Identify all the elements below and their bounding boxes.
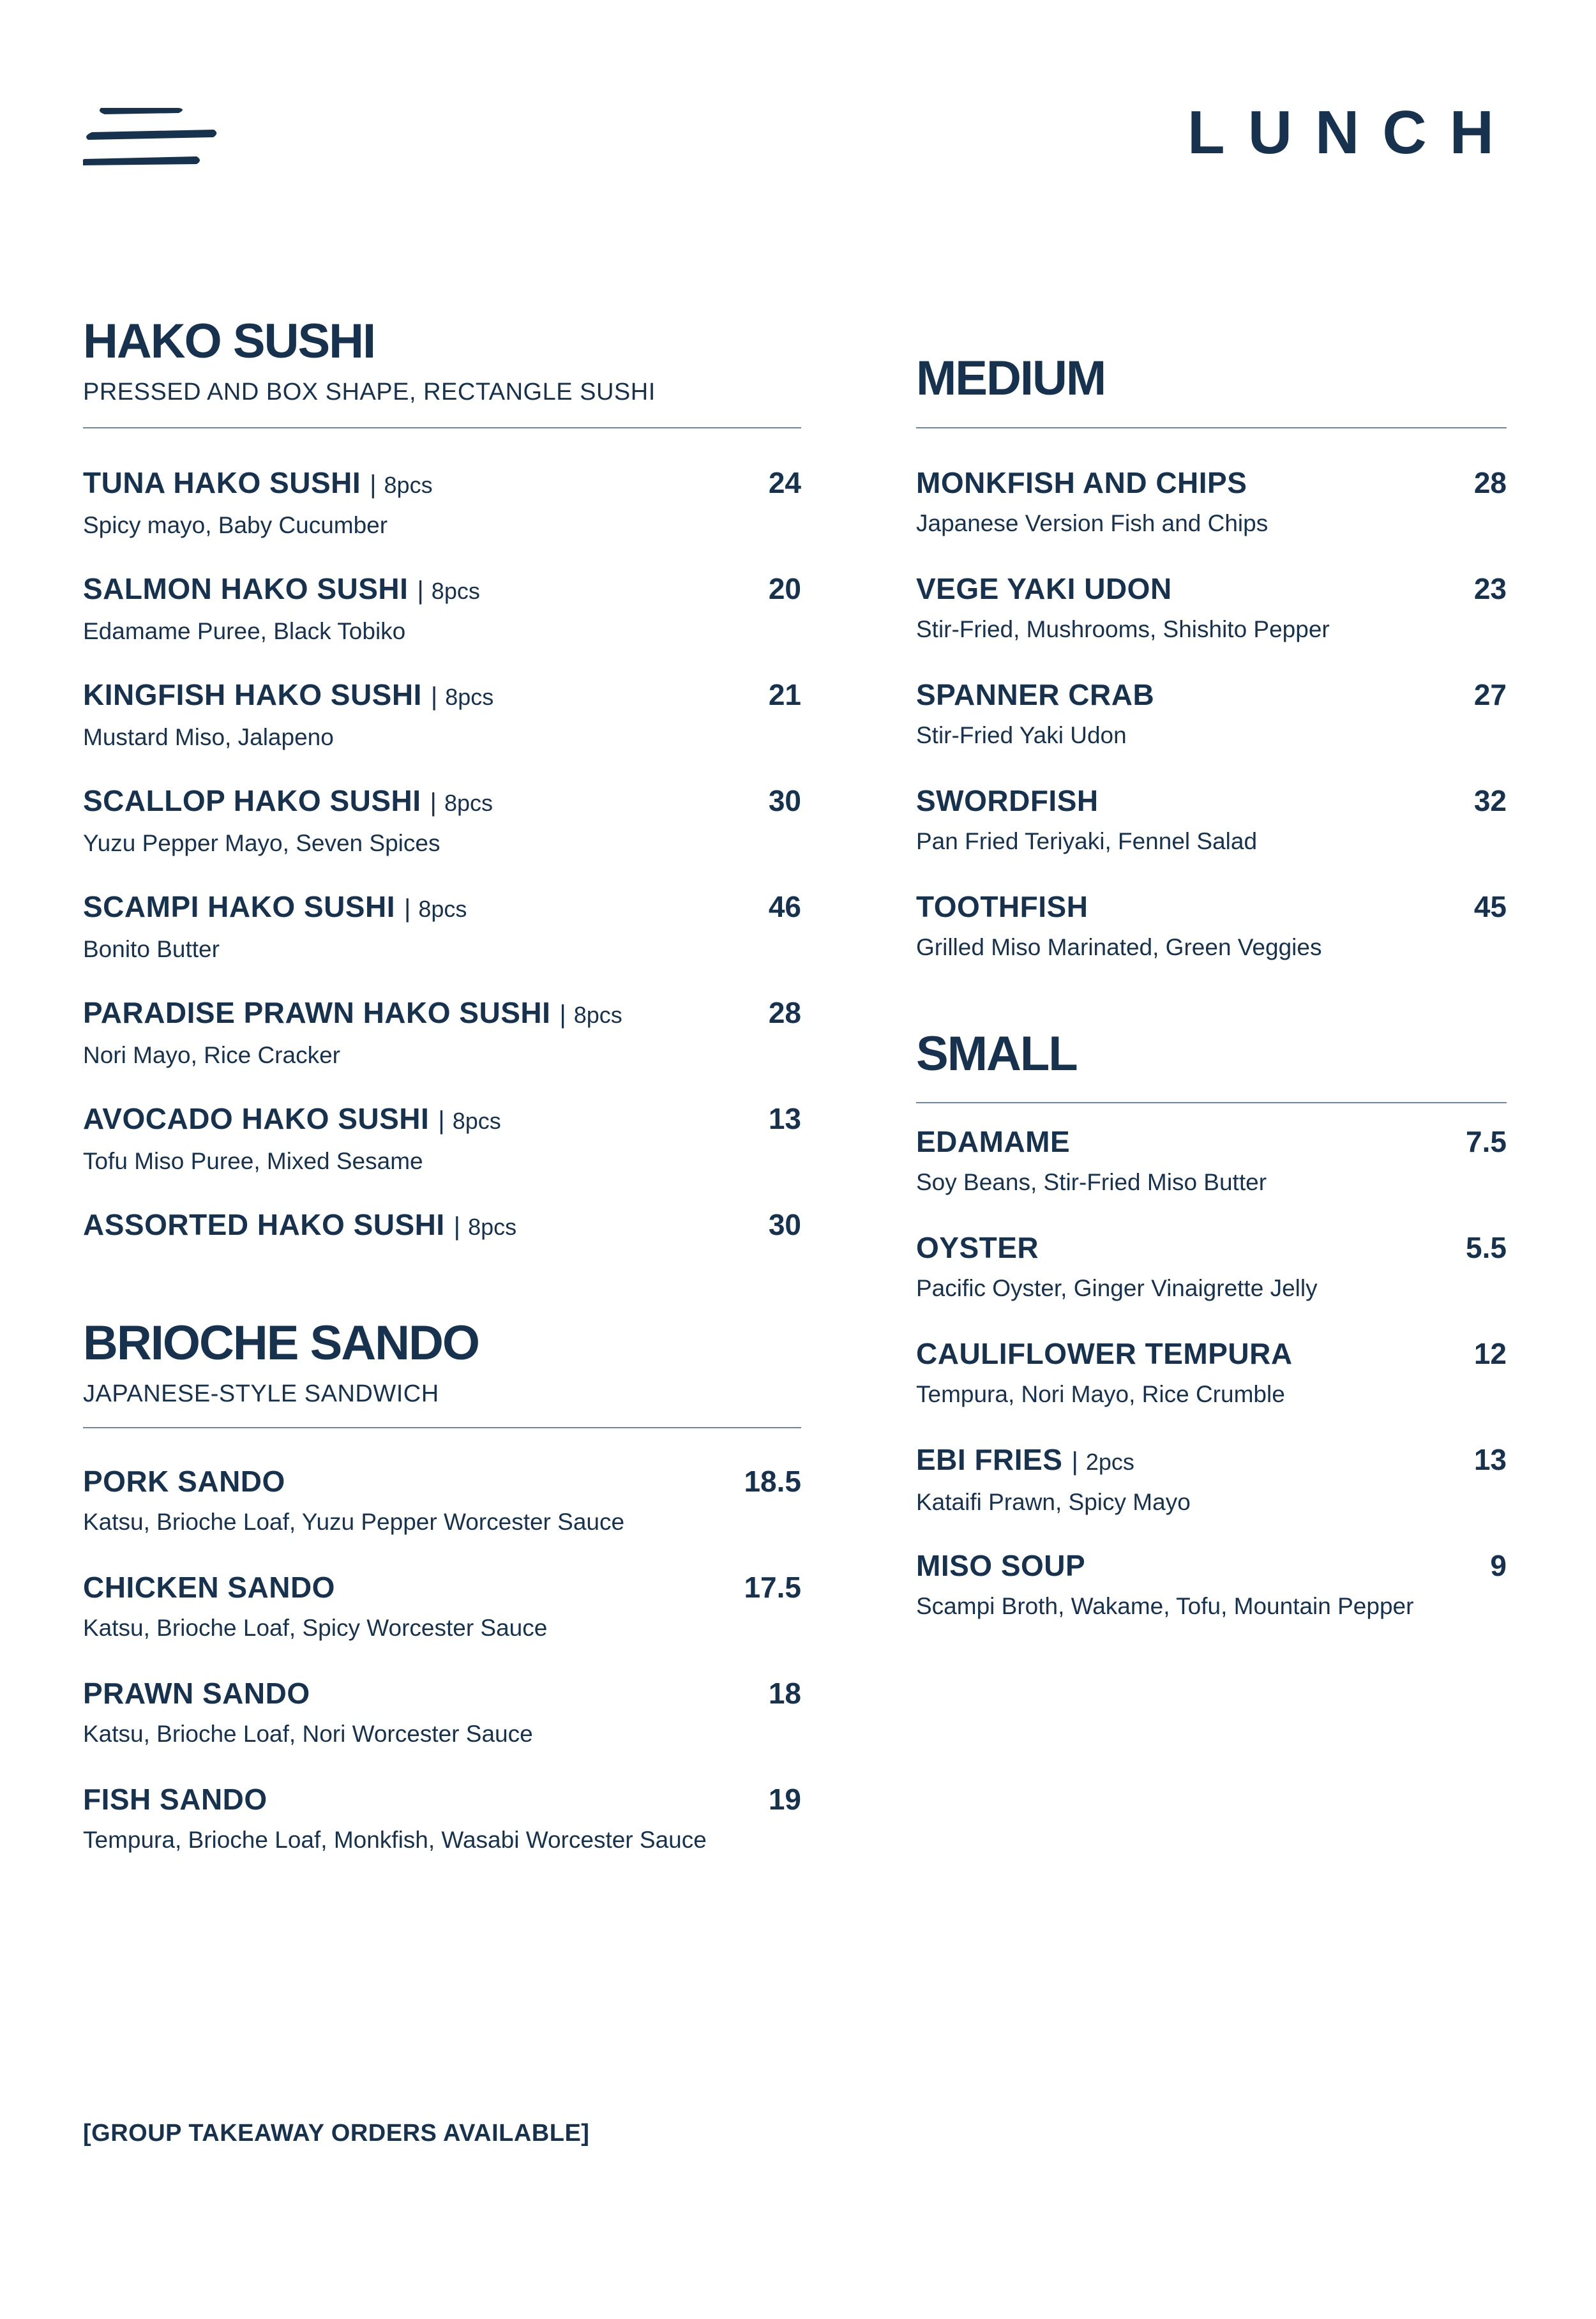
menu-item-name: TUNA HAKO SUSHI xyxy=(83,466,361,499)
menu-item-quantity: 8pcs xyxy=(384,472,433,498)
menu-item-quantity: 8pcs xyxy=(431,578,480,604)
page-title: LUNCH xyxy=(1187,98,1517,167)
menu-item-price: 17.5 xyxy=(744,1571,801,1604)
section-header-medium xyxy=(916,351,1507,405)
menu-item xyxy=(83,892,801,998)
menu-item-title xyxy=(83,1785,267,1814)
menu-item-name: SALMON HAKO SUSHI xyxy=(83,572,409,605)
menu-item-name: SCALLOP HAKO SUSHI xyxy=(83,784,421,817)
menu-item-name: AVOCADO HAKO SUSHI xyxy=(83,1102,430,1135)
menu-item xyxy=(916,468,1507,574)
section-header-small xyxy=(916,1027,1507,1081)
menu-item xyxy=(83,1210,801,1316)
menu-item-separator: | xyxy=(370,471,377,499)
menu-item-row xyxy=(916,574,1507,603)
menu-item-price: 30 xyxy=(768,1208,801,1241)
menu-item-separator: | xyxy=(417,577,424,605)
menu-item-name: MISO SOUP xyxy=(916,1549,1086,1582)
menu-item-row xyxy=(83,468,801,499)
menu-item-price: 46 xyxy=(768,890,801,923)
menu-item-description: Pan Fried Teriyaki, Fennel Salad xyxy=(916,828,1258,854)
menu-item-name: FISH SANDO xyxy=(83,1783,267,1816)
footer-note: [GROUP TAKEAWAY ORDERS AVAILABLE] xyxy=(83,2120,590,2147)
menu-item xyxy=(83,1785,801,1891)
menu-item-row xyxy=(916,680,1507,709)
menu-item-description: Katsu, Brioche Loaf, Nori Worcester Sauce xyxy=(83,1721,533,1747)
menu-item-title xyxy=(83,892,467,923)
menu-item xyxy=(83,468,801,574)
menu-item-row xyxy=(916,1551,1507,1580)
menu-item-name: TOOTHFISH xyxy=(916,890,1088,923)
menu-item-row xyxy=(83,1104,801,1135)
menu-item-separator: | xyxy=(453,1212,461,1241)
menu-item-name: SCAMPI HAKO SUSHI xyxy=(83,890,395,923)
menu-item-price: 19 xyxy=(768,1783,801,1816)
section-header-hako-sushi xyxy=(83,314,801,405)
menu-item-row xyxy=(83,1679,801,1708)
menu-item-name: SPANNER CRAB xyxy=(916,678,1155,711)
menu-item-row xyxy=(916,1445,1507,1476)
menu-item xyxy=(916,574,1507,680)
menu-item-separator: | xyxy=(438,1107,445,1135)
menu-item xyxy=(83,680,801,786)
menu-item-price: 45 xyxy=(1473,890,1507,923)
menu-item-description: Tempura, Brioche Loaf, Monkfish, Wasabi Worcester Sauce xyxy=(83,1827,707,1853)
menu-item-title xyxy=(916,1339,1293,1368)
menu-item-row xyxy=(83,786,801,817)
menu-item-price: 27 xyxy=(1473,678,1507,711)
menu-item-separator: | xyxy=(430,789,437,817)
menu-item-title xyxy=(83,786,493,817)
menu-item-name: PORK SANDO xyxy=(83,1465,285,1498)
menu-item-title xyxy=(83,680,493,711)
menu-item-description: Yuzu Pepper Mayo, Seven Spices xyxy=(83,830,440,856)
menu-item-quantity: 8pcs xyxy=(573,1002,622,1028)
menu-item-row xyxy=(83,574,801,605)
divider xyxy=(83,1427,801,1428)
menu-item xyxy=(83,1467,801,1573)
menu-item-price: 20 xyxy=(768,572,801,605)
menu-item-row xyxy=(83,892,801,923)
section-subtitle: JAPANESE-STYLE SANDWICH xyxy=(83,1380,439,1407)
menu-item-name: EBI FRIES xyxy=(916,1443,1063,1476)
menu-item-price: 18.5 xyxy=(744,1465,801,1498)
menu-item-separator: | xyxy=(1071,1447,1078,1476)
menu-item xyxy=(83,1104,801,1210)
menu-item-row xyxy=(83,1210,801,1241)
section-header-brioche-sando xyxy=(83,1316,801,1407)
menu-item-title xyxy=(83,998,622,1029)
menu-item-name: CHICKEN SANDO xyxy=(83,1571,335,1604)
menu-item xyxy=(916,1445,1507,1551)
menu-item-title xyxy=(916,1445,1134,1476)
menu-item-description: Edamame Puree, Black Tobiko xyxy=(83,618,406,644)
menu-item-row xyxy=(916,468,1507,497)
menu-item-row xyxy=(83,680,801,711)
menu-item-quantity: 2pcs xyxy=(1085,1449,1134,1475)
menu-item-title xyxy=(916,574,1172,603)
menu-item-title xyxy=(916,786,1099,815)
menu-item-title xyxy=(916,892,1088,921)
menu-item-title xyxy=(83,1573,335,1602)
menu-item-description: Kataifi Prawn, Spicy Mayo xyxy=(916,1489,1191,1515)
menu-item-description: Katsu, Brioche Loaf, Spicy Worcester Sauce xyxy=(83,1615,548,1641)
menu-item-title xyxy=(83,574,480,605)
section-title: MEDIUM xyxy=(916,351,1106,405)
menu-item-price: 12 xyxy=(1473,1337,1507,1370)
menu-item-quantity: 8pcs xyxy=(452,1108,501,1134)
menu-item-title xyxy=(916,468,1247,497)
menu-item xyxy=(916,1127,1507,1233)
menu-item-name: CAULIFLOWER TEMPURA xyxy=(916,1337,1293,1370)
menu-item-price: 5.5 xyxy=(1466,1231,1507,1264)
menu-item xyxy=(916,1339,1507,1445)
menu-item-name: VEGE YAKI UDON xyxy=(916,572,1172,605)
menu-item-row xyxy=(916,1339,1507,1368)
menu-item xyxy=(83,998,801,1104)
menu-item-description: Pacific Oyster, Ginger Vinaigrette Jelly xyxy=(916,1275,1318,1301)
menu-item-description: Katsu, Brioche Loaf, Yuzu Pepper Worcester Sauce xyxy=(83,1509,625,1535)
menu-item-quantity: 8pcs xyxy=(418,896,467,922)
menu-item-price: 23 xyxy=(1473,572,1507,605)
menu-item-description: Tempura, Nori Mayo, Rice Crumble xyxy=(916,1381,1285,1407)
menu-item-title xyxy=(83,1679,310,1708)
divider xyxy=(916,1102,1507,1103)
section-subtitle: PRESSED AND BOX SHAPE, RECTANGLE SUSHI xyxy=(83,379,656,405)
divider xyxy=(83,427,801,428)
menu-item-quantity: 8pcs xyxy=(468,1214,517,1240)
menu-item-price: 13 xyxy=(768,1102,801,1135)
menu-item-title xyxy=(83,1467,285,1496)
menu-item-row xyxy=(916,786,1507,815)
menu-item-title xyxy=(83,1104,501,1135)
menu-item-description: Japanese Version Fish and Chips xyxy=(916,510,1269,536)
menu-item-name: OYSTER xyxy=(916,1231,1039,1264)
menu-item xyxy=(83,786,801,892)
left-column xyxy=(83,0,801,2319)
menu-item-price: 28 xyxy=(768,996,801,1029)
menu-item-description: Soy Beans, Stir-Fried Miso Butter xyxy=(916,1169,1267,1195)
menu-item-description: Grilled Miso Marinated, Green Veggies xyxy=(916,934,1322,960)
menu-list-small xyxy=(916,1127,1507,1657)
menu-item-description: Scampi Broth, Wakame, Tofu, Mountain Pepper xyxy=(916,1593,1414,1619)
menu-item-description: Bonito Butter xyxy=(83,936,220,962)
menu-list-brioche-sando xyxy=(83,1467,801,1891)
menu-item-name: ASSORTED HAKO SUSHI xyxy=(83,1208,445,1241)
menu-item-title xyxy=(83,1210,516,1241)
menu-item-name: MONKFISH AND CHIPS xyxy=(916,466,1247,499)
menu-item-row xyxy=(83,998,801,1029)
menu-item-price: 18 xyxy=(768,1677,801,1710)
menu-list-medium xyxy=(916,468,1507,998)
menu-item-quantity: 8pcs xyxy=(445,684,494,710)
menu-item-row xyxy=(916,1127,1507,1156)
menu-item-description: Tofu Miso Puree, Mixed Sesame xyxy=(83,1148,423,1174)
menu-item-description: Stir-Fried, Mushrooms, Shishito Pepper xyxy=(916,616,1330,642)
right-column xyxy=(916,0,1507,2319)
menu-item-separator: | xyxy=(403,895,411,923)
menu-item-description: Mustard Miso, Jalapeno xyxy=(83,724,334,750)
menu-item-separator: | xyxy=(430,683,438,711)
menu-item-price: 32 xyxy=(1473,784,1507,817)
menu-item-description: Spicy mayo, Baby Cucumber xyxy=(83,512,388,538)
menu-item xyxy=(83,1573,801,1679)
menu-item-description: Nori Mayo, Rice Cracker xyxy=(83,1042,340,1068)
menu-item-row xyxy=(83,1573,801,1602)
menu-item-row xyxy=(83,1785,801,1814)
menu-item xyxy=(916,1551,1507,1657)
menu-item-separator: | xyxy=(559,1001,566,1029)
menu-item-price: 28 xyxy=(1473,466,1507,499)
menu-item xyxy=(916,786,1507,892)
menu-item-price: 24 xyxy=(768,466,801,499)
menu-item-price: 9 xyxy=(1490,1549,1507,1582)
menu-item-name: SWORDFISH xyxy=(916,784,1099,817)
menu-item xyxy=(83,574,801,680)
menu-item-title xyxy=(83,468,433,499)
menu-item-name: PARADISE PRAWN HAKO SUSHI xyxy=(83,996,551,1029)
menu-item-title xyxy=(916,1551,1085,1580)
section-title: BRIOCHE SANDO xyxy=(83,1316,479,1370)
menu-item-title xyxy=(916,680,1154,709)
menu-item-title xyxy=(916,1233,1039,1262)
menu-item xyxy=(916,892,1507,998)
menu-list-hako-sushi xyxy=(83,468,801,1316)
menu-item xyxy=(916,680,1507,786)
menu-item-name: PRAWN SANDO xyxy=(83,1677,310,1710)
menu-item xyxy=(83,1679,801,1785)
menu-item-row xyxy=(916,892,1507,921)
menu-item-price: 21 xyxy=(768,678,801,711)
section-title: SMALL xyxy=(916,1027,1077,1081)
menu-item-name: EDAMAME xyxy=(916,1125,1071,1158)
menu-item-price: 30 xyxy=(768,784,801,817)
divider xyxy=(916,427,1507,428)
section-title: HAKO SUSHI xyxy=(83,314,375,368)
menu-item-quantity: 8pcs xyxy=(444,790,493,816)
menu-item-name: KINGFISH HAKO SUSHI xyxy=(83,678,422,711)
menu-item-row xyxy=(83,1467,801,1496)
menu-item xyxy=(916,1233,1507,1339)
menu-item-price: 7.5 xyxy=(1466,1125,1507,1158)
menu-item-row xyxy=(916,1233,1507,1262)
menu-item-title xyxy=(916,1127,1070,1156)
menu-item-description: Stir-Fried Yaki Udon xyxy=(916,722,1127,748)
menu-item-price: 13 xyxy=(1473,1443,1507,1476)
